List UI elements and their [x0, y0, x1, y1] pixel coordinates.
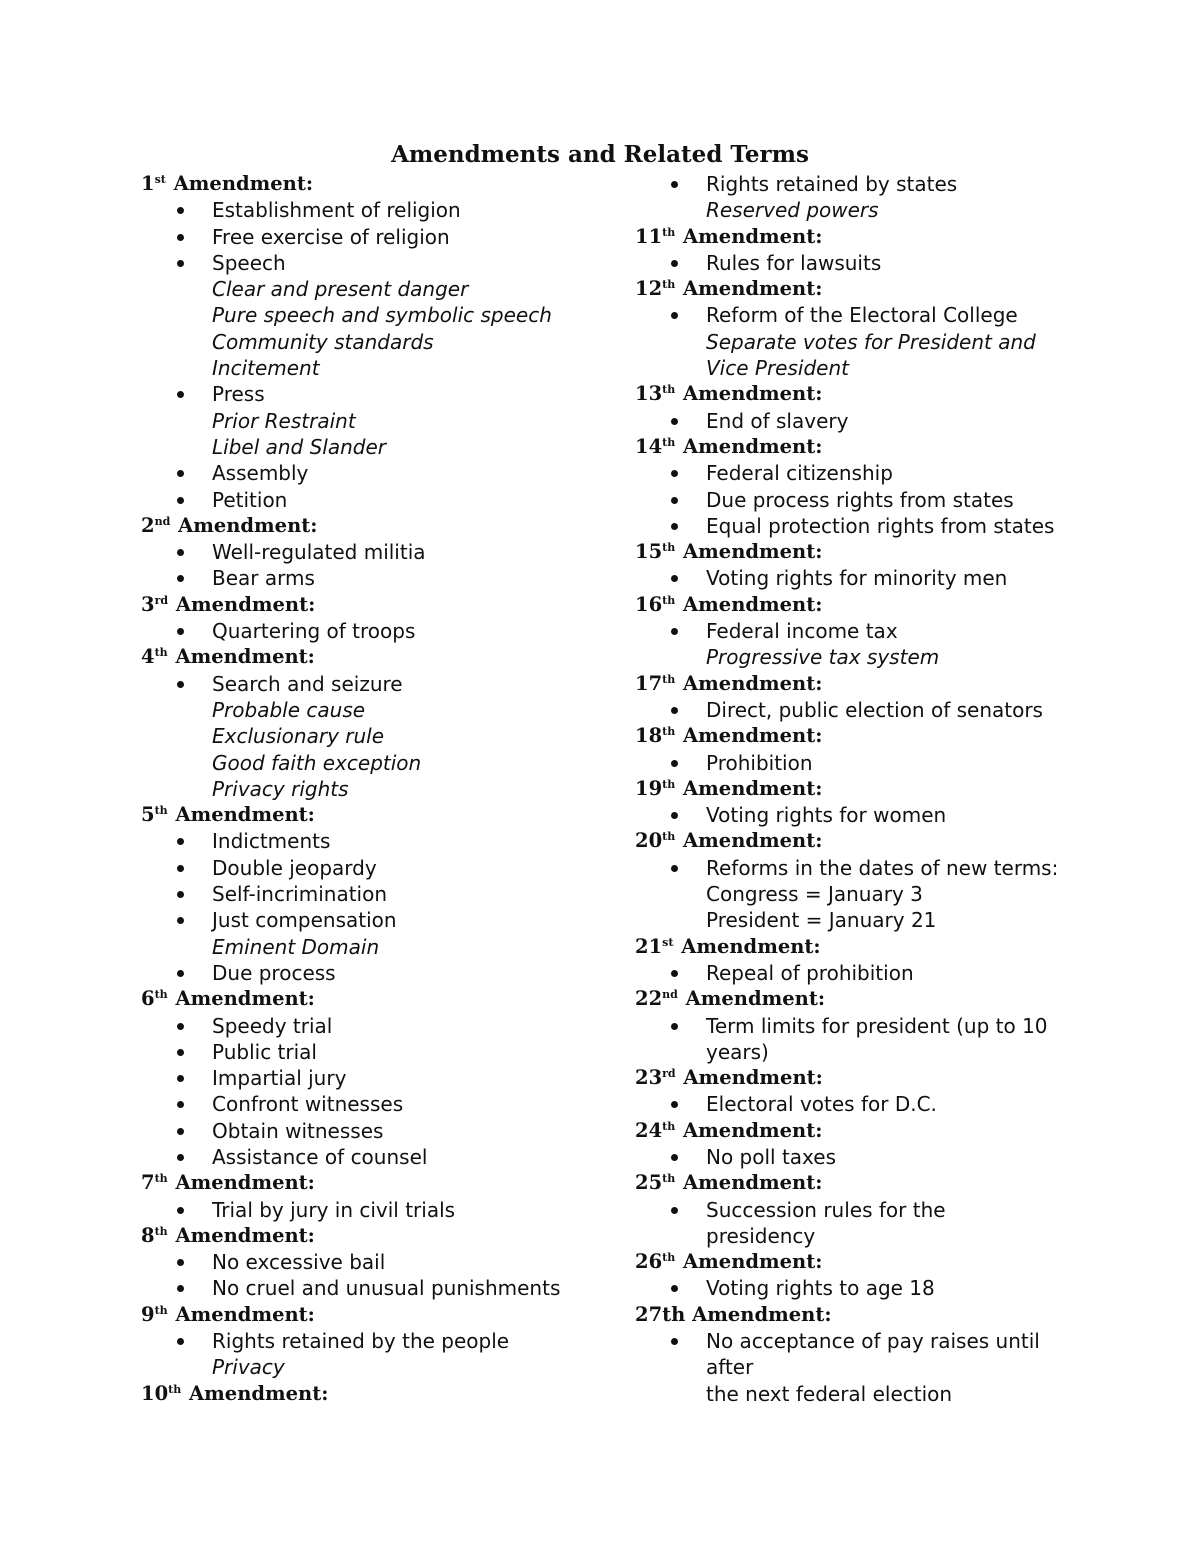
amendment-number: 16 — [635, 592, 663, 616]
amendment-heading — [635, 671, 1075, 697]
amendment-number: 12 — [635, 277, 663, 301]
related-term: Privacy — [212, 1355, 285, 1380]
amendment-heading — [635, 1065, 1075, 1091]
bullet-continuation: years) — [706, 1039, 769, 1064]
amendment-heading — [141, 1302, 611, 1328]
amendment-number: 20 — [635, 829, 663, 853]
bullet-item: Term limits for president (up to 10 — [635, 1013, 1075, 1039]
amendment-number: 17 — [635, 671, 663, 695]
bullet-item: No excessive bail — [141, 1249, 611, 1275]
related-term: Reserved powers — [706, 198, 879, 223]
related-term: Privacy rights — [212, 776, 349, 801]
amendment-number: 4 — [141, 645, 155, 669]
related-term: Good faith exception — [212, 750, 422, 775]
amendment-number: 7 — [141, 1171, 155, 1195]
amendment-number: 10 — [141, 1381, 169, 1405]
ordinal-suffix: th — [154, 1172, 168, 1186]
amendment-label: Amendment: — [168, 987, 315, 1011]
ordinal-suffix: th — [662, 830, 676, 844]
ordinal-suffix: st — [154, 173, 166, 186]
ordinal-suffix: nd — [662, 988, 678, 1002]
ordinal-suffix: th — [168, 1382, 182, 1396]
bullet-item: Speech — [141, 250, 611, 276]
amendment-number: 26 — [635, 1250, 663, 1274]
bullet-continuation: presidency — [706, 1223, 816, 1248]
ordinal-suffix: th — [662, 541, 676, 555]
bullet-item: Equal protection rights from states — [635, 513, 1075, 539]
amendment-number: 22 — [635, 987, 663, 1011]
bullet-continuation: the next federal election — [706, 1381, 953, 1406]
bullet-item: No poll taxes — [635, 1144, 1075, 1170]
bullet-item: Electoral votes for D.C. — [635, 1091, 1075, 1117]
related-term: Prior Restraint — [212, 408, 356, 433]
amendment-heading — [635, 434, 1075, 460]
left-column — [141, 171, 611, 1407]
bullet-item: Well-regulated militia — [141, 539, 611, 565]
amendment-heading — [635, 276, 1075, 302]
bullet-item: Bear arms — [141, 565, 611, 591]
bullet-item: Impartial jury — [141, 1065, 611, 1091]
amendment-label: Amendment: — [676, 1118, 823, 1142]
amendment-heading — [141, 986, 611, 1012]
related-term: Incitement — [212, 356, 320, 381]
bullet-item: Voting rights to age 18 — [635, 1275, 1075, 1301]
bullet-item: Indictments — [141, 828, 611, 854]
bullet-item: Confront witnesses — [141, 1091, 611, 1117]
amendment-label: Amendment: — [168, 1302, 315, 1326]
bullet-item: Trial by jury in civil trials — [141, 1197, 611, 1223]
amendment-heading — [635, 934, 1075, 960]
bullet-item: Public trial — [141, 1039, 611, 1065]
bullet-item: End of slavery — [635, 408, 1075, 434]
amendment-heading — [635, 224, 1075, 250]
amendment-label: Amendment: — [676, 382, 823, 406]
ordinal-suffix: th — [662, 383, 676, 397]
amendment-number: 1 — [141, 172, 155, 195]
ordinal-suffix: rd — [154, 593, 169, 607]
bullet-item: Reforms in the dates of new terms: — [635, 855, 1075, 881]
amendment-label: Amendment: — [676, 592, 823, 616]
amendment-heading — [141, 1381, 611, 1407]
bullet-item: Voting rights for minority men — [635, 565, 1075, 591]
ordinal-suffix: th — [662, 777, 676, 791]
amendment-heading — [141, 1223, 611, 1249]
ordinal-suffix: th — [662, 278, 676, 292]
amendment-label: Amendment: — [168, 1223, 315, 1247]
related-term: Vice President — [706, 356, 849, 381]
amendment-label: Amendment: — [678, 987, 826, 1011]
related-term: Clear and present danger — [212, 277, 469, 302]
amendment-label: Amendment: — [676, 224, 823, 248]
related-term: Eminent Domain — [212, 934, 380, 959]
bullet-continuation: Congress = January 3 — [706, 882, 923, 907]
amendment-label: Amendment: — [166, 172, 314, 195]
bullet-item: Reform of the Electoral College — [635, 302, 1075, 328]
bullet-item: Succession rules for the — [635, 1197, 1075, 1223]
amendment-number: 9 — [141, 1302, 155, 1326]
amendment-label: Amendment: — [676, 1066, 823, 1090]
amendment-label: Amendment: — [685, 1302, 832, 1326]
amendment-label: Amendment: — [168, 645, 315, 669]
related-term: Probable cause — [212, 697, 366, 722]
bullet-item: Self-incrimination — [141, 881, 611, 907]
amendment-heading — [635, 1249, 1075, 1275]
bullet-item: Assembly — [141, 460, 611, 486]
bullet-item: Obtain witnesses — [141, 1118, 611, 1144]
amendment-number: 6 — [141, 987, 155, 1011]
bullet-continuation: after — [706, 1355, 754, 1380]
ordinal-suffix: th — [662, 1251, 676, 1265]
amendment-number: 21 — [635, 934, 663, 958]
bullet-item: Establishment of religion — [141, 197, 611, 223]
amendment-label: Amendment: — [171, 513, 318, 537]
amendment-heading — [635, 723, 1075, 749]
amendment-heading — [635, 1118, 1075, 1144]
amendment-number: 11 — [635, 224, 663, 248]
bullet-item: Voting rights for women — [635, 802, 1075, 828]
amendment-number: 5 — [141, 803, 155, 827]
bullet-continuation: President = January 21 — [706, 908, 937, 933]
bullet-item: Petition — [141, 487, 611, 513]
ordinal-suffix: th — [662, 1172, 676, 1186]
ordinal-suffix: th — [154, 1303, 168, 1317]
amendment-label: Amendment: — [674, 934, 821, 958]
bullet-item: Prohibition — [635, 750, 1075, 776]
bullet-item: Rules for lawsuits — [635, 250, 1075, 276]
amendment-label: Amendment: — [169, 592, 316, 616]
bullet-item: Free exercise of religion — [141, 224, 611, 250]
amendment-heading — [141, 171, 611, 197]
bullet-item: Repeal of prohibition — [635, 960, 1075, 986]
amendment-label: Amendment: — [168, 1171, 315, 1195]
ordinal-suffix: th — [662, 225, 676, 239]
ordinal-suffix: th — [662, 1119, 676, 1133]
amendment-label: Amendment: — [182, 1381, 329, 1405]
bullet-item: Due process — [141, 960, 611, 986]
bullet-item: Assistance of counsel — [141, 1144, 611, 1170]
related-term: Separate votes for President and — [706, 329, 1036, 354]
bullet-item: Quartering of troops — [141, 618, 611, 644]
amendment-number: 24 — [635, 1118, 663, 1142]
ordinal-suffix: nd — [154, 514, 171, 528]
amendment-heading — [635, 828, 1075, 854]
bullet-item: Press — [141, 381, 611, 407]
ordinal-suffix: th — [154, 988, 168, 1002]
ordinal-suffix: th — [154, 646, 168, 660]
amendment-heading — [635, 592, 1075, 618]
page-title: Amendments and Related Terms — [391, 141, 809, 168]
amendment-heading — [141, 802, 611, 828]
related-term: Libel and Slander — [212, 434, 387, 459]
related-term: Pure speech and symbolic speech — [212, 303, 552, 328]
related-term: Progressive tax system — [706, 645, 940, 670]
amendment-number: 27th — [635, 1302, 686, 1326]
amendment-label: Amendment: — [676, 671, 823, 695]
amendment-number: 2 — [141, 513, 155, 537]
amendment-heading — [635, 539, 1075, 565]
amendment-heading — [635, 1302, 1075, 1328]
amendment-heading — [141, 592, 611, 618]
bullet-item: Federal income tax — [635, 618, 1075, 644]
amendment-number: 19 — [635, 776, 663, 800]
related-term: Exclusionary rule — [212, 724, 385, 749]
ordinal-suffix: th — [154, 1224, 168, 1238]
amendment-label: Amendment: — [676, 724, 823, 748]
amendment-heading — [635, 381, 1075, 407]
amendment-heading — [635, 1170, 1075, 1196]
ordinal-suffix: th — [662, 725, 676, 739]
bullet-item: No cruel and unusual punishments — [141, 1275, 611, 1301]
amendment-number: 25 — [635, 1171, 663, 1195]
right-column — [635, 171, 1075, 1407]
bullet-item: No acceptance of pay raises until — [635, 1328, 1075, 1354]
amendment-label: Amendment: — [676, 434, 823, 458]
amendment-number: 13 — [635, 382, 663, 406]
bullet-item: Due process rights from states — [635, 487, 1075, 513]
amendment-label: Amendment: — [676, 776, 823, 800]
ordinal-suffix: th — [662, 435, 676, 449]
ordinal-suffix: th — [662, 593, 676, 607]
bullet-item: Rights retained by states — [635, 171, 1075, 197]
amendment-heading — [635, 776, 1075, 802]
amendment-label: Amendment: — [676, 540, 823, 564]
amendment-label: Amendment: — [676, 1250, 823, 1274]
amendment-label: Amendment: — [676, 829, 823, 853]
bullet-item: Federal citizenship — [635, 460, 1075, 486]
amendment-number: 3 — [141, 592, 155, 616]
bullet-item: Just compensation — [141, 907, 611, 933]
bullet-item: Direct, public election of senators — [635, 697, 1075, 723]
amendment-number: 15 — [635, 540, 663, 564]
ordinal-suffix: rd — [662, 1067, 676, 1081]
bullet-item: Double jeopardy — [141, 855, 611, 881]
amendment-number: 18 — [635, 724, 663, 748]
amendment-heading — [141, 644, 611, 670]
bullet-item: Rights retained by the people — [141, 1328, 611, 1354]
bullet-item: Search and seizure — [141, 671, 611, 697]
bullet-item: Speedy trial — [141, 1013, 611, 1039]
ordinal-suffix: th — [662, 672, 676, 686]
amendment-heading — [141, 1170, 611, 1196]
related-term: Community standards — [212, 329, 434, 354]
amendment-label: Amendment: — [168, 803, 315, 827]
amendment-number: 8 — [141, 1223, 155, 1247]
amendment-number: 14 — [635, 434, 663, 458]
amendment-number: 23 — [635, 1066, 663, 1090]
amendment-label: Amendment: — [676, 1171, 823, 1195]
amendment-label: Amendment: — [676, 277, 823, 301]
ordinal-suffix: st — [662, 935, 674, 949]
amendment-heading — [635, 986, 1075, 1012]
ordinal-suffix: th — [154, 804, 168, 818]
amendment-heading — [141, 513, 611, 539]
